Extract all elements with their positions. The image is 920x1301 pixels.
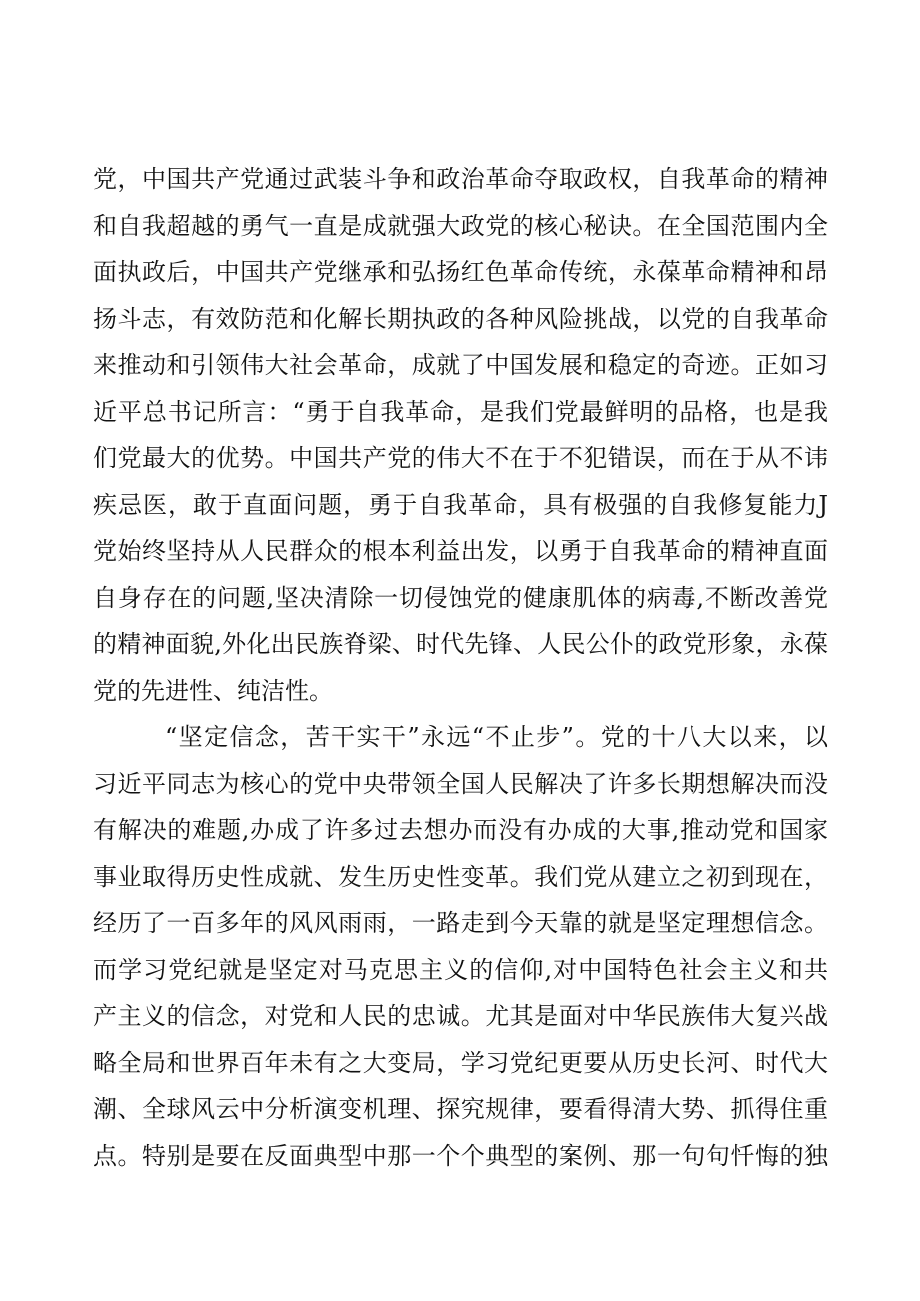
text-line: 而学习党纪就是坚定对马克思主义的信仰,对中国特色社会主义和共 [93, 955, 828, 984]
text-line: 点。特别是要在反面典型中那一个个典型的案例、那一句句忏悔的独 [93, 1141, 828, 1170]
text-line: 的精神面貌,外化出民族脊梁、时代先锋、人民公仆的政党形象，永葆 [93, 630, 828, 658]
text-line: 习近平同志为核心的党中央带领全国人民解决了许多长期想解决而没 [93, 769, 828, 798]
text-line: 和自我超越的勇气一直是成就强大政党的核心秘诀。在全国范围内全 [93, 211, 828, 240]
text-line: “坚定信念，苦干实干”永远“不止步”。党的十八大以来，以 [165, 723, 828, 751]
text-line: 扬斗志，有效防范和化解长期执政的各种风险挑战，以党的自我革命 [93, 304, 828, 333]
body-text [93, 156, 828, 1179]
text-line: 们党最大的优势。中国共产党的伟大不在于不犯错误，而在于从不讳 [93, 444, 828, 472]
text-line: 党的先进性、纯洁性。 [93, 676, 333, 705]
text-line: 面执政后，中国共产党继承和弘扬红色革命传统，永葆革命精神和昂 [93, 258, 828, 286]
text-line: 党，中国共产党通过武装斗争和政治革命夺取政权，自我革命的精神 [93, 165, 828, 193]
text-line: 疾忌医，敢于直面问题，勇于自我革命，具有极强的自我修复能力J [93, 490, 828, 519]
text-line: 近平总书记所言：“勇于自我革命，是我们党最鲜明的品格，也是我 [93, 397, 828, 426]
text-line: 自身存在的问题,坚决清除一切侵蚀党的健康肌体的病毒,不断改善党 [93, 583, 828, 612]
text-line: 党始终坚持从人民群众的根本利益出发，以勇于自我革命的精神直面 [93, 537, 828, 565]
text-line: 来推动和引领伟大社会革命，成就了中国发展和稳定的奇迹。正如习 [93, 351, 828, 379]
text-line: 产主义的信念，对党和人民的忠诚。尤其是面对中华民族伟大复兴战 [93, 1002, 828, 1030]
text-line: 潮、全球风云中分析演变机理、探究规律，要看得清大势、抓得住重 [93, 1095, 828, 1123]
text-line: 略全局和世界百年未有之大变局，学习党纪更要从历史长河、时代大 [93, 1048, 828, 1077]
text-line: 有解决的难题,办成了许多过去想办而没有办成的大事,推动党和国家 [93, 816, 828, 844]
text-line: 经历了一百多年的风风雨雨，一路走到今天靠的就是坚定理想信念。 [93, 909, 828, 937]
text-line: 事业取得历史性成就、发生历史性变革。我们党从建立之初到现在， [93, 862, 828, 891]
